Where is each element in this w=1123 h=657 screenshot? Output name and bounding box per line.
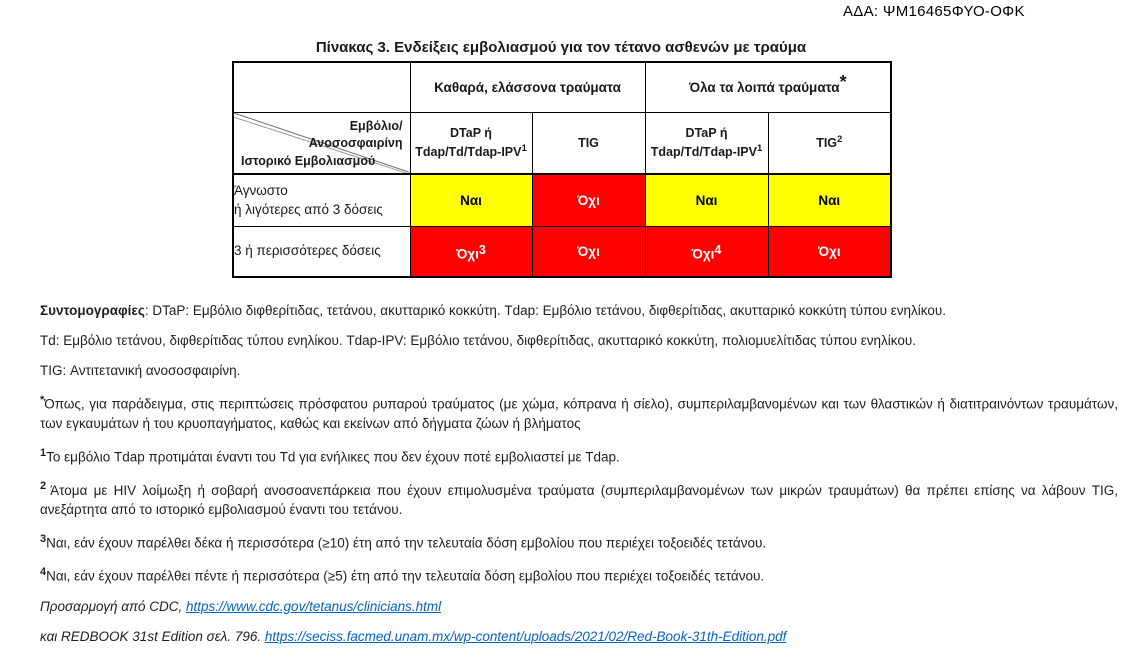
ada-code: ΑΔΑ: ΨΜ16465ΦΥΟ-ΟΦΚ: [843, 3, 1025, 20]
corner-label-history: Ιστορικό Εμβολιασμού: [241, 154, 376, 168]
cell-3plus-tig-clean: Όχι: [532, 226, 645, 277]
source-line-cdc: Προσαρμογή από CDC, https://www.cdc.gov/tetanus/clinicians.html: [40, 598, 442, 614]
footnote-ref-2: 2: [837, 134, 843, 146]
diagonal-header-cell: [233, 112, 410, 174]
footnote-ref-1: 1: [756, 143, 763, 155]
table-title: Πίνακας 3. Ενδείξεις εμβολιασμού για τον τέτανο ασθενών με τραύμα: [315, 39, 807, 56]
cell-3plus-dtap-other: Όχι$^4$: [645, 226, 768, 277]
table-row-unknown-doses: [233, 174, 891, 226]
footnote-ref-1: 1: [521, 143, 527, 155]
tig-definition-line: TIG: Αντιτετανική ανοσοσφαιρίνη.: [40, 363, 241, 378]
column-group-clean-minor-wounds: Καθαρά, ελάσσονα τραύματα: [410, 62, 645, 112]
corner-label-vaccine: Εμβόλιο/ Ανοσοσφαιρίνη: [308, 118, 403, 150]
source-line-redbook: και REDBOOK 31st Edition σελ. 796. https://seciss.facmed.unam.mx/wp-content/uploads/2021/02/Red-Book-31th-Edition.pdf: [40, 628, 787, 644]
footnote-2: $^2$ Άτομα με HIV λοίμωξη ή σοβαρή ανοσοανεπάρκεια που έχουν επιμολυσμένα τραύματα (συμπεριλαμβανομένων των μικρών τραυμάτων) θα πρέπει επίσης να λάβουν TIG, ανεξάρτητα από το ιστορικό εμβολιασμού έναντι του τετάνου.: [40, 480, 1118, 517]
cell-3plus-tig-other: Όχι: [768, 226, 891, 277]
subheader-dtap-clean: DTaP ή Tdap/Td/Tdap-IPV$^1$: [410, 112, 532, 174]
table-block: [232, 39, 890, 278]
subheader-dtap-other: DTaP ή Tdap/Td/Tdap-IPV$^1$: [645, 112, 768, 174]
row-label-unknown-doses: Άγνωστο ή λιγότερες από 3 δόσεις: [233, 174, 410, 226]
tetanus-indication-table: [232, 61, 892, 278]
footnote-star: *Όπως, για παράδειγμα, στις περιπτώσεις πρόσφατου ρυπαρού τραύματος (με χώμα, κόπρανα ή σίελο), συμπεριλαμβανομένων και των θλαστικών ή διατιτραινόντων τραυμάτων, των εγκαυμάτων ή του κρυοπαγήματος, καθώς και εκείνων από δήγματα ζώων ή βλήματος: [40, 394, 1118, 431]
footnote-1-marker: 1: [40, 446, 47, 459]
cell-unknown-tig-clean: Όχι: [532, 174, 645, 226]
footnote-4: $^4$Ναι, εάν έχουν παρέλθει πέντε ή περισσότερα (≥5) έτη από την τελευταία δόση εμβολίου που περιέχει τοξοειδές τετάνου.: [40, 566, 765, 584]
subheader-tig-other: TIG$^2$: [768, 112, 891, 174]
footnote-2-marker: 2: [40, 480, 47, 492]
footnote-3: $^3$Ναι, εάν έχουν παρέλθει δέκα ή περισσότερα (≥10) έτη από την τελευταία δόση εμβολίου που περιέχει τοξοειδές τετάνου.: [40, 532, 767, 550]
td-definition-line: Td: Εμβόλιο τετάνου, διφθερίτιδας τύπου ενηλίκου. Tdap-IPV: Εμβόλιο τετάνου, διφθερίτιδας, ακυτταρικό κοκκύτη, πολιομυελίτιδας τύπου ενηλίκου.: [40, 333, 917, 348]
row-label-three-or-more-doses: 3 ή περισσότερες δόσεις: [233, 226, 410, 277]
footnote-ref-3: 3: [478, 242, 486, 257]
cell-3plus-dtap-clean: Όχι$^3$: [410, 226, 532, 277]
abbreviations-line: Συντομογραφίες: DTaP: Εμβόλιο διφθερίτιδας, τετάνου, ακυτταρικό κοκκύτη. Tdap: Εμβόλιο τετάνου, διφθερίτιδας, ακυτταρικό κοκκύτη τύπου ενηλίκου.: [40, 303, 947, 318]
asterisk-marker: *: [839, 72, 847, 93]
table-row-three-or-more-doses: [233, 226, 891, 277]
cdc-link[interactable]: https://www.cdc.gov/tetanus/clinicians.html: [186, 598, 442, 614]
footnote-4-marker: 4: [40, 566, 47, 578]
footnote-ref-4: 4: [714, 242, 722, 257]
redbook-link[interactable]: https://seciss.facmed.unam.mx/wp-content/uploads/2021/02/Red-Book-31th-Edition.pdf: [264, 628, 787, 644]
cell-unknown-tig-other: Ναι: [768, 174, 891, 226]
footnote-3-marker: 3: [40, 532, 47, 545]
table-corner-empty: [233, 62, 410, 112]
cell-unknown-dtap-other: Ναι: [645, 174, 768, 226]
footnote-1: $^1$Το εμβόλιο Tdap προτιμάται έναντι του Td για ενήλικες που δεν έχουν ποτέ εμβολιαστεί με Tdap.: [40, 446, 620, 464]
footnotes-section: [40, 301, 1118, 657]
subheader-tig-clean: TIG: [532, 112, 645, 174]
cell-unknown-dtap-clean: Ναι: [410, 174, 532, 226]
star-marker: *: [40, 394, 45, 406]
column-group-all-other-wounds: Όλα τα λοιπά τραύματα*: [645, 62, 891, 112]
